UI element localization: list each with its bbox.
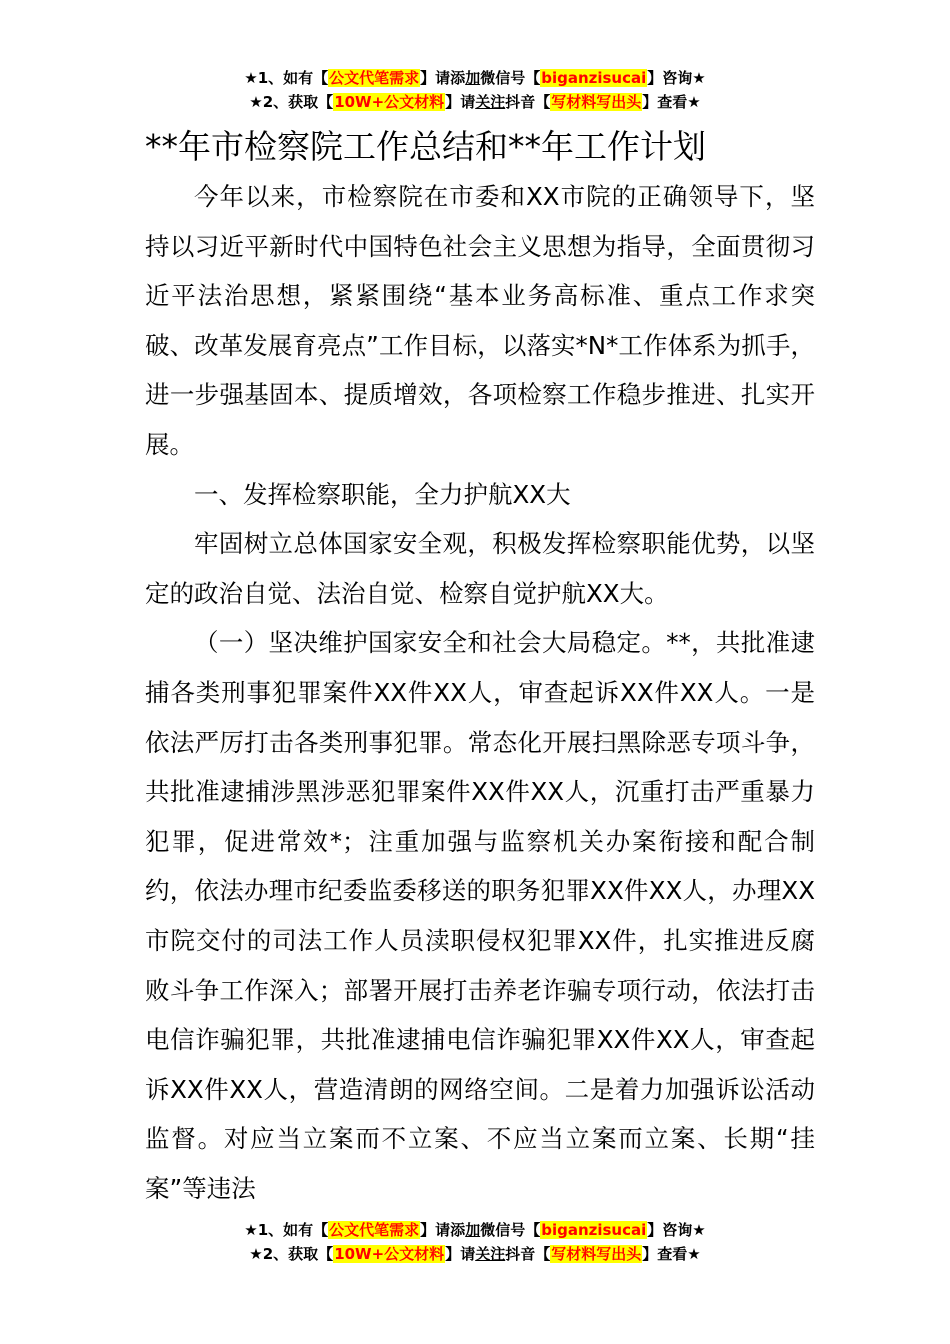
- banner-text: 微信号【: [480, 69, 541, 87]
- banner-highlight: biganzisucai: [541, 69, 647, 87]
- banner-underline-text: 加: [465, 1221, 481, 1239]
- banner-text: ★2、获取【: [249, 1245, 334, 1263]
- banner-highlight: 写材料写出头: [551, 1245, 642, 1263]
- banner-text: 】查看★: [642, 1245, 701, 1263]
- banner-line-2: [0, 90, 950, 114]
- banner-text: 】请: [445, 93, 476, 111]
- banner-text: 】请: [445, 1245, 476, 1263]
- banner-text: 微信号【: [480, 1221, 541, 1239]
- banner-underline-text: 加: [465, 69, 481, 87]
- banner-highlight: 公文代笔需求: [329, 1221, 420, 1239]
- document-body: [145, 172, 815, 1213]
- paragraph: 牢固树立总体国家安全观，积极发挥检察职能优势，以坚定的政治自觉、法治自觉、检察自觉护航XX大。: [145, 529, 815, 608]
- banner-text: ★2、获取【: [249, 93, 334, 111]
- banner-text: ★1、如有【: [244, 1221, 329, 1239]
- banner-underline-text: 关注: [475, 1245, 506, 1263]
- document-title: **年市检察院工作总结和**年工作计划: [145, 127, 706, 166]
- banner-text: 】查看★: [642, 93, 701, 111]
- banner-line-2: [0, 1242, 950, 1266]
- banner-highlight: 10W+公文材料: [334, 1245, 445, 1263]
- banner-highlight: 公文代笔需求: [329, 69, 420, 87]
- bottom-banner: [0, 1218, 950, 1266]
- banner-line-1: [0, 1218, 950, 1242]
- section-heading: 一、发挥检察职能，全力护航XX大: [194, 479, 571, 509]
- banner-text: 】请添: [420, 1221, 466, 1239]
- top-banner: [0, 66, 950, 114]
- banner-underline-text: 关注: [475, 93, 506, 111]
- paragraph: 今年以来，市检察院在市委和XX市院的正确领导下，坚持以习近平新时代中国特色社会主义思想为指导，全面贯彻习近平法治思想，紧紧围绕“基本业务高标准、重点工作求突破、改革发展育亮点”工作目标，以落实*N*工作体系为抓手，进一步强基固本、提质增效，各项检察工作稳步推进、扎实开展。: [145, 182, 815, 459]
- banner-text: ★1、如有【: [244, 69, 329, 87]
- banner-line-1: [0, 66, 950, 90]
- banner-highlight: biganzisucai: [541, 1221, 647, 1239]
- banner-text: 】请添: [420, 69, 466, 87]
- banner-highlight: 写材料写出头: [551, 93, 642, 111]
- banner-text: 抖音【: [505, 93, 551, 111]
- paragraph: （一）坚决维护国家安全和社会大局稳定。**，共批准逮捕各类刑事犯罪案件XX件XX人，审查起诉XX件XX人。一是依法严厉打击各类刑事犯罪。常态化开展扫黑除恶专项斗争，共批准逮捕涉黑涉恶犯罪案件XX件XX人，沉重打击严重暴力犯罪，促进常效*；注重加强与监察机关办案衔接和配合制约，依法办理市纪委监委移送的职务犯罪XX件XX人，办理XX市院交付的司法工作人员渎职侵权犯罪XX件，扎实推进反腐败斗争工作深入；部署开展打击养老诈骗专项行动，依法打击电信诈骗犯罪，共批准逮捕电信诈骗犯罪XX件XX人，审查起诉XX件XX人，营造清朗的网络空间。二是着力加强诉讼活动监督。对应当立案而不立案、不应当立案而立案、长期“挂案”等违法: [145, 628, 815, 1203]
- banner-highlight: 10W+公文材料: [334, 93, 445, 111]
- banner-text: 抖音【: [505, 1245, 551, 1263]
- banner-text: 】咨询★: [647, 1221, 706, 1239]
- banner-text: 】咨询★: [647, 69, 706, 87]
